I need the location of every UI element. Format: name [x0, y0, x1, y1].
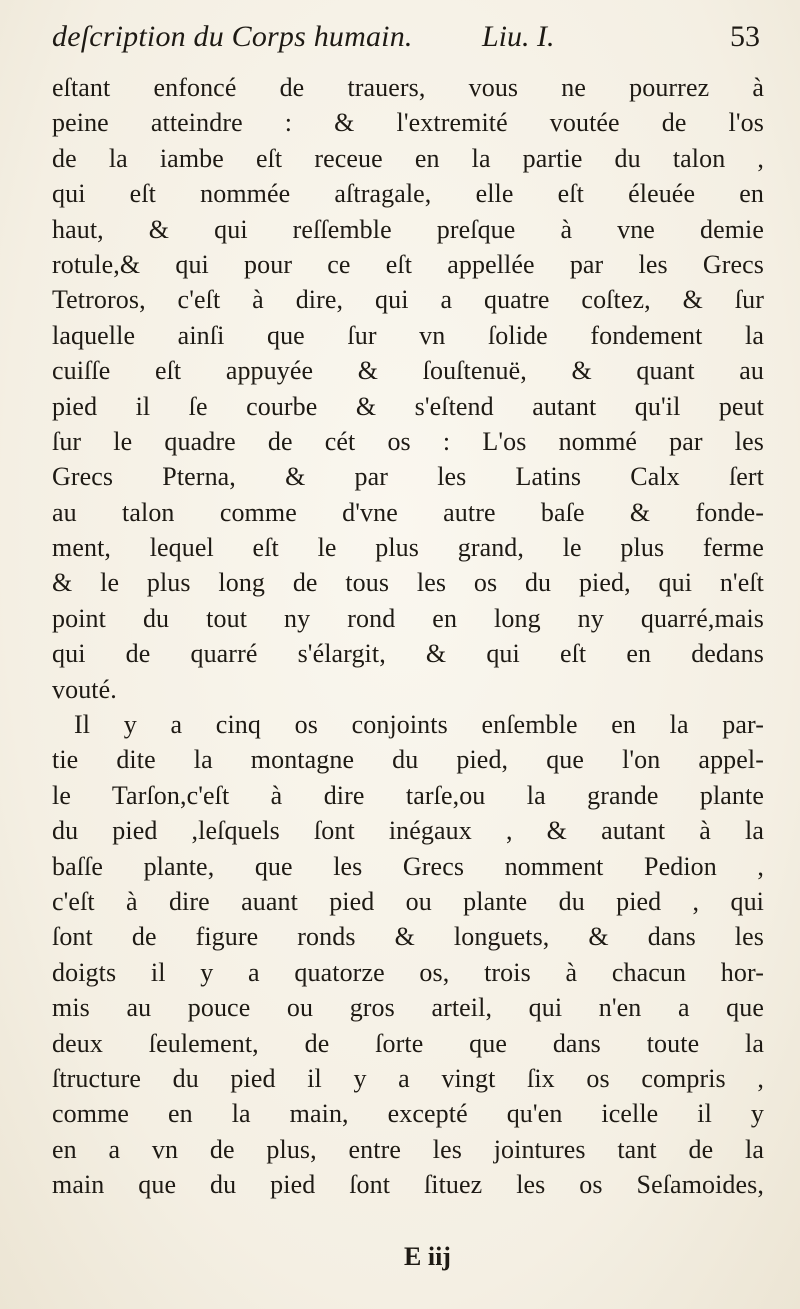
- page-header: [52, 20, 760, 64]
- text-line: laquelle ainſi que ſur vn ſolide fondement la: [52, 320, 764, 350]
- text-line: Grecs Pterna, & par les Latins Calx ſert: [52, 462, 764, 492]
- text-line: ment, lequel eſt le plus grand, le plus ferme: [52, 533, 764, 563]
- text-line: qui de quarré s'élargit, & qui eſt en dedans: [52, 639, 764, 669]
- text-line: deux ſeulement, de ſorte que dans toute la: [52, 1028, 764, 1058]
- text-line: Il y a cinq os conjoints enſemble en la par-: [74, 710, 764, 740]
- text-line: point du tout ny rond en long ny quarré,mais: [52, 603, 764, 633]
- text-line: pied il ſe courbe & s'eſtend autant qu'il peut: [52, 391, 764, 421]
- text-line: ſur le quadre de cét os : L'os nommé par les: [52, 426, 764, 456]
- text-line: eſtant enfoncé de trauers, vous ne pourrez à: [52, 73, 764, 102]
- text-line: mis au pouce ou gros arteil, qui n'en a que: [52, 993, 764, 1023]
- text-line: tie dite la montagne du pied, que l'on appel-: [52, 745, 764, 775]
- text-line: haut, & qui reſſemble preſque à vne demie: [52, 214, 764, 244]
- signature-mark: E iij: [404, 1242, 451, 1271]
- text-line: au talon comme d'vne autre baſe & fonde-: [52, 497, 764, 527]
- text-line: ſtructure du pied il y a vingt ſix os compris ,: [52, 1063, 764, 1093]
- text-line: main que du pied ſont ſituez les os Seſamoides,: [52, 1170, 764, 1200]
- text-line: baſſe plante, que les Grecs nomment Pedion ,: [52, 851, 764, 881]
- text-line: qui eſt nommée aſtragale, elle eſt éleuée en: [52, 179, 764, 209]
- text-line: Tetroros, c'eſt à dire, qui a quatre coſtez, & ſur: [52, 285, 764, 315]
- text-line: comme en la main, excepté qu'en icelle il y: [52, 1099, 764, 1129]
- body-text: [52, 70, 764, 1203]
- text-line: en a vn de plus, entre les jointures tant de la: [52, 1134, 764, 1164]
- text-line: de la iambe eſt receue en la partie du talon ,: [52, 143, 764, 173]
- text-line: le Tarſon,c'eſt à dire tarſe,ou la grande plante: [52, 780, 764, 810]
- text-line: ſont de figure ronds & longuets, & dans les: [52, 922, 764, 952]
- book-reference: Liu. I.: [482, 20, 555, 53]
- text-line: c'eſt à dire auant pied ou plante du pied , qui: [52, 886, 764, 916]
- text-line: & le plus long de tous les os du pied, qui n'eſt: [52, 568, 764, 598]
- text-line: cuiſſe eſt appuyée & ſouſtenuë, & quant au: [52, 356, 764, 386]
- page-number: 53: [730, 20, 760, 53]
- text-line: vouté.: [52, 674, 117, 704]
- running-title: deſcription du Corps humain.: [52, 20, 413, 53]
- text-line: doigts il y a quatorze os, trois à chacun hor-: [52, 957, 764, 987]
- text-line: rotule,& qui pour ce eſt appellée par les Grecs: [52, 249, 764, 279]
- text-line: du pied ,leſquels ſont inégaux , & autant à la: [52, 816, 764, 846]
- text-line: peine atteindre : & l'extremité voutée de l'os: [52, 108, 764, 138]
